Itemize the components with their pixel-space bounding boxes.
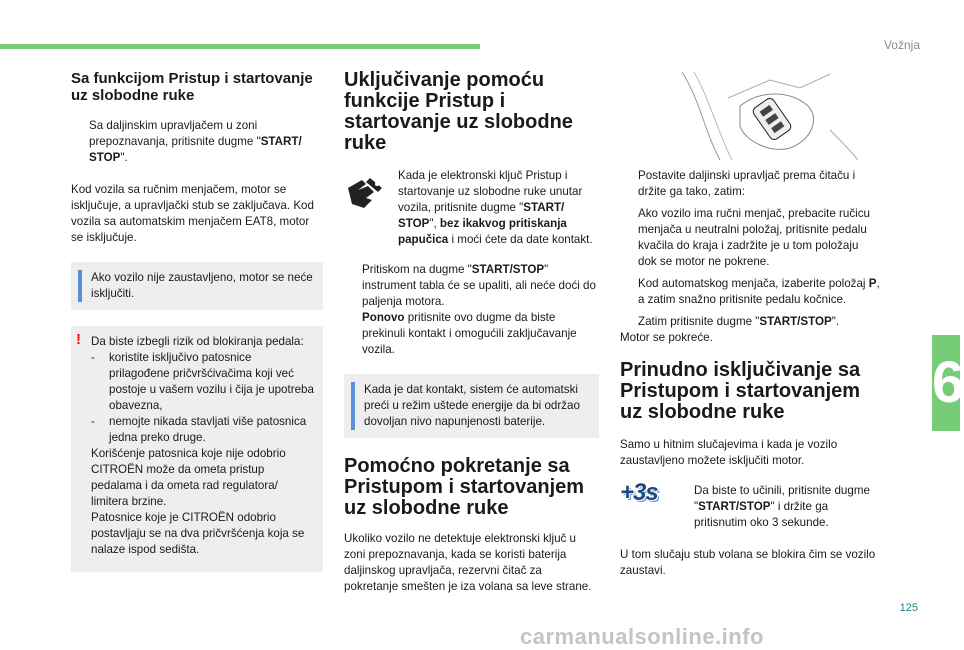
section-heading: Sa funkcijom Pristup i startovanje uz slobodne ruke [71,70,313,104]
bullet-item: Sa daljinskim upravljačem u zoni prepoznavanja, pritisnite dugme "START/ STOP". [71,118,323,166]
bullet-item: Kod automatskog menjača, izaberite položaj P, a zatim snažno pritisnite pedalu kočnice. [638,277,880,306]
paragraph: Samo u hitnim slučajevima i kada je vozilo zaustavljeno možete isključiti motor. [620,438,838,467]
intro-block: Kada je elektronski ključ Pristup i startovanje uz slobodne ruke unutar vozila, pritisnite dugme "START/ STOP", bez ikakvog pritiskanja papučica i moći ćete da date kontakt. [344,168,599,248]
bullet-item: Ponovo pritisnite ovo dugme da biste prekinuli kontakt i omogućili zaključavanje vozila. [362,311,577,356]
section-heading: Uključivanje pomoću funkcije Pristup i startovanje uz slobodne ruke [344,69,573,154]
page-number: 125 [899,602,918,614]
hold-block [620,479,880,531]
section-heading: Pomoćno pokretanje sa Pristupom i startovanjem uz slobodne ruke [344,455,585,519]
info-box [344,374,599,438]
info-text: Ako vozilo nije zaustavljeno, motor se neće isključiti. [91,271,313,300]
bullet-item: Ako vozilo ima ručni menjač, prebacite ručicu menjača u neutralni položaj, pritisnite pedalu kvačila do kraja i zadržite je u tom položaju dok se motor ne pokrene. [638,207,870,268]
paragraph: Motor se pokreće. [620,331,713,344]
warning-icon: ! [76,331,81,348]
warning-box [71,326,323,572]
paragraph: U tom slučaju stub volana se blokira čim se vozilo zaustavi. [620,548,876,577]
bullet-item: Da biste to učinili, pritisnite dugme "START/STOP" i držite ga pritisnutim oko 3 sekunde. [694,484,870,529]
section-heading: Prinudno isključivanje sa Pristupom i startovanjem uz slobodne ruke [620,359,861,423]
watermark: carmanualsonline.info [520,624,764,649]
column-middle [344,70,599,595]
column-right [620,168,880,579]
top-accent-bar [0,44,480,49]
steering-column-illustration [680,70,860,162]
warning-intro: Da biste izbegli rizik od blokiranja pedala: [91,335,304,348]
paragraph: Kod vozila sa ručnim menjačem, motor se isključuje, a upravljački stub se zaključava. Kod vozila sa automatskim menjačem EAT8, motor se isključuje. [71,183,314,244]
warning-text: Patosnice koje je CITROËN odobrio postavljaju se na dva pričvršćenja koja se nalaze ispod sedišta. [91,511,305,556]
info-icon [78,270,82,302]
info-box [71,262,323,310]
section-title: Vožnja [883,38,920,52]
info-icon [351,382,355,430]
hand-key-icon [344,174,386,210]
bullet-item: Zatim pritisnite dugme "START/STOP". [638,315,840,328]
warning-text: Korišćenje patosnica koje nije odobrio CITROËN može da ometa pristup pedalama i da ometa rad regulatora/ limitera brzine. [91,447,286,508]
info-text: Kada je dat kontakt, sistem će automatski preći u režim uštede energije da bi održao dovoljan nivo napunjenosti baterije. [364,383,580,428]
bullet-marker [71,118,89,166]
dash-item: - koristite isključivo patosnice prilagođene pričvršćivačima koji već postoje u vašem vozilu i čija je upotreba obavezna, [91,351,314,412]
paragraph: Ukoliko vozilo ne detektuje elektronski ključ u zoni prepoznavanja, kada se koristi baterija daljinskog upravljača, rezervni čitač za pokretanje smešten je iza volana sa leve strane. [344,532,592,593]
plus-3s-icon: +3s [620,479,658,506]
dash-item: - nemojte nikada stavljati više patosnica jedna preko druge. [91,415,307,444]
chapter-tab: 6 [932,335,960,431]
column-left [71,70,323,572]
bullet-item: Postavite daljinski upravljač prema čitaču i držite ga tako, zatim: [638,169,856,198]
bullet-item: Pritiskom na dugme "START/STOP" instrument tabla će se upaliti, ali neće doći do paljenja motora. [362,263,596,308]
